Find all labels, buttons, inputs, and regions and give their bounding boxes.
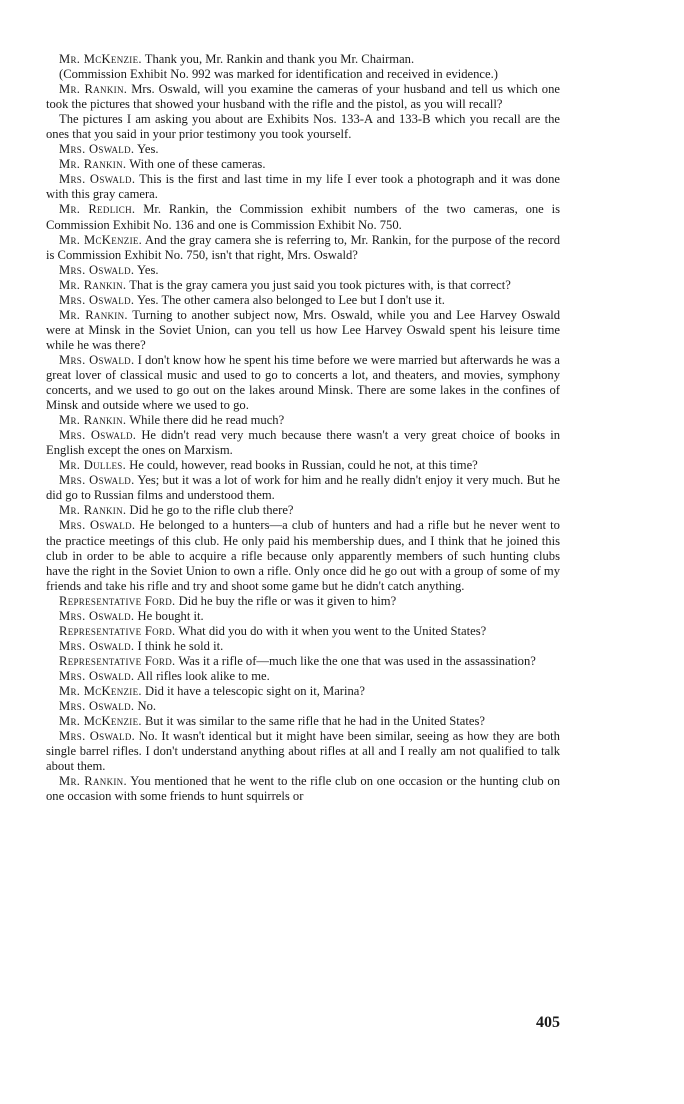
paragraph xyxy=(46,684,560,699)
speaker-name: Mr. Dulles. xyxy=(59,458,127,473)
speaker-name: Mr. Redlich. xyxy=(59,202,136,217)
statement-text: The pictures I am asking you about are Exhibits Nos. 133-A and 133-B which you recall are the ones that you said in your prior testimony you took yourself. xyxy=(46,112,560,142)
speaker-name: Mrs. Oswald. xyxy=(59,352,135,367)
paragraph xyxy=(46,413,560,428)
statement-text: All rifles look alike to me. xyxy=(136,668,270,683)
paragraph xyxy=(46,263,560,278)
statement-text: But it was similar to the same rifle that he had in the United States? xyxy=(145,714,485,729)
statement-text: Yes; but it was a lot of work for him and he really didn't enjoy it very much. But he did go to Russian films and understood them. xyxy=(46,473,560,503)
speaker-name: Representative Ford. xyxy=(59,653,176,668)
statement-text: This is the first and last time in my life I ever took a photograph and it was done with this gray camera. xyxy=(46,172,560,202)
speaker-name: Mrs. Oswald. xyxy=(59,428,137,443)
statement-text: Was it a rifle of—much like the one that was used in the assassination? xyxy=(178,653,536,668)
statement-text: Yes. xyxy=(137,142,159,157)
statement-text: That is the gray camera you just said you took pictures with, is that correct? xyxy=(129,277,511,292)
paragraph xyxy=(46,458,560,473)
paragraph xyxy=(46,112,560,142)
statement-text: Yes. xyxy=(137,262,159,277)
paragraph xyxy=(46,157,560,172)
paragraph xyxy=(46,428,560,458)
paragraph xyxy=(46,699,560,714)
paragraph xyxy=(46,594,560,609)
statement-text: Turning to another subject now, Mrs. Oswald, while you and Lee Harvey Oswald were at Minsk in the Soviet Union, can you tell us how Lee Harvey Oswald spent his leisure time while he was there? xyxy=(46,307,560,352)
speaker-name: Mr. McKenzie. xyxy=(59,714,142,729)
statement-text: Thank you, Mr. Rankin and thank you Mr. Chairman. xyxy=(144,52,415,66)
speaker-name: Mrs. Oswald. xyxy=(59,292,135,307)
speaker-name: Mrs. Oswald. xyxy=(59,699,135,714)
statement-text: He could, however, read books in Russian, could he not, at this time? xyxy=(129,458,478,473)
paragraph xyxy=(46,172,560,202)
speaker-name: Mr. Rankin. xyxy=(59,157,127,172)
statement-text: He belonged to a hunters—a club of hunters and had a rifle but he never went to the practice meetings of this club. He only paid his membership dues, and I think that he joined this club in order to be able to acquire a rifle because only apparently members of such hunting clubs have the right in the Soviet Union to own a rifle. Only once did he go out with a group of some of my friends and take his rifle and try and shoot some game but he didn't catch anything. xyxy=(46,518,560,593)
statement-text: (Commission Exhibit No. 992 was marked for identification and received in evidence.) xyxy=(59,67,498,82)
paragraph xyxy=(46,293,560,308)
speaker-name: Mrs. Oswald. xyxy=(59,608,135,623)
statement-text: And the gray camera she is referring to, Mr. Rankin, for the purpose of the record is Commission Exhibit No. 750, isn't that right, Mrs. Oswald? xyxy=(46,232,560,262)
statement-text: With one of these cameras. xyxy=(129,157,266,172)
speaker-name: Mrs. Oswald. xyxy=(59,473,135,488)
speaker-name: Mrs. Oswald. xyxy=(59,262,135,277)
speaker-name: Mr. McKenzie. xyxy=(59,52,142,66)
statement-text: Did he go to the rifle club there? xyxy=(129,503,294,518)
paragraph xyxy=(46,639,560,654)
statement-text: He bought it. xyxy=(137,608,204,623)
speaker-name: Mrs. Oswald. xyxy=(59,668,135,683)
statement-text: He didn't read very much because there wasn't a very great choice of books in English except the ones on Marxism. xyxy=(46,428,560,458)
statement-text: I don't know how he spent his time before we were married but afterwards he was a great lover of classical music and used to go to concerts a lot, and theaters, and movies, symphony concerts, and we used to go out on the lakes around Minsk. There are some lakes in the confines of Minsk and outside where we used to go. xyxy=(46,352,560,413)
paragraph xyxy=(46,308,560,353)
paragraph xyxy=(46,654,560,669)
speaker-name: Mr. Rankin. xyxy=(59,277,127,292)
page-number: 405 xyxy=(536,1014,560,1031)
speaker-name: Mrs. Oswald. xyxy=(59,518,136,533)
statement-text: I think he sold it. xyxy=(137,638,224,653)
statement-text: No. xyxy=(137,699,157,714)
paragraph xyxy=(46,669,560,684)
paragraph xyxy=(46,142,560,157)
statement-text: What did you do with it when you went to the United States? xyxy=(178,623,487,638)
speaker-name: Mr. McKenzie. xyxy=(59,232,143,247)
speaker-name: Mrs. Oswald. xyxy=(59,729,136,744)
paragraph xyxy=(46,82,560,112)
paragraph xyxy=(46,473,560,503)
speaker-name: Mr. Rankin. xyxy=(59,82,128,97)
paragraph xyxy=(46,67,560,82)
speaker-name: Mr. Rankin. xyxy=(59,413,127,428)
statement-text: While there did he read much? xyxy=(129,413,285,428)
speaker-name: Representative Ford. xyxy=(59,593,176,608)
paragraph xyxy=(46,353,560,413)
speaker-name: Mrs. Oswald. xyxy=(59,142,135,157)
speaker-name: Mrs. Oswald. xyxy=(59,172,136,187)
speaker-name: Mr. McKenzie. xyxy=(59,683,142,698)
speaker-name: Mr. Rankin. xyxy=(59,307,128,322)
speaker-name: Representative Ford. xyxy=(59,623,176,638)
transcript-body xyxy=(46,52,560,804)
statement-text: Did it have a telescopic sight on it, Marina? xyxy=(145,683,365,698)
speaker-name: Mrs. Oswald. xyxy=(59,638,135,653)
paragraph xyxy=(46,774,560,804)
paragraph xyxy=(46,609,560,624)
paragraph xyxy=(46,729,560,774)
statement-text: Mr. Rankin, the Commission exhibit numbers of the two cameras, one is Commission Exhibit No. 136 and one is Commission Exhibit No. 750. xyxy=(46,202,560,232)
statement-text: No. It wasn't identical but it might have been similar, seeing as how they are both single barrel rifles. I don't understand anything about rifles at all and I really am not qualified to talk about them. xyxy=(46,729,560,774)
paragraph xyxy=(46,233,560,263)
paragraph xyxy=(46,714,560,729)
statement-text: Did he buy the rifle or was it given to him? xyxy=(178,593,397,608)
paragraph xyxy=(46,518,560,593)
paragraph xyxy=(46,624,560,639)
speaker-name: Mr. Rankin. xyxy=(59,774,127,789)
statement-text: Mrs. Oswald, will you examine the cameras of your husband and tell us which one took the pictures that showed your husband with the rifle and the pistol, as you will recall? xyxy=(46,82,560,112)
paragraph xyxy=(46,503,560,518)
statement-text: You mentioned that he went to the rifle club on one occasion or the hunting club on one occasion with some friends to hunt squirrels or xyxy=(46,774,560,804)
paragraph xyxy=(46,202,560,232)
paragraph xyxy=(46,52,560,67)
paragraph xyxy=(46,278,560,293)
speaker-name: Mr. Rankin. xyxy=(59,503,127,518)
statement-text: Yes. The other camera also belonged to Lee but I don't use it. xyxy=(137,292,445,307)
